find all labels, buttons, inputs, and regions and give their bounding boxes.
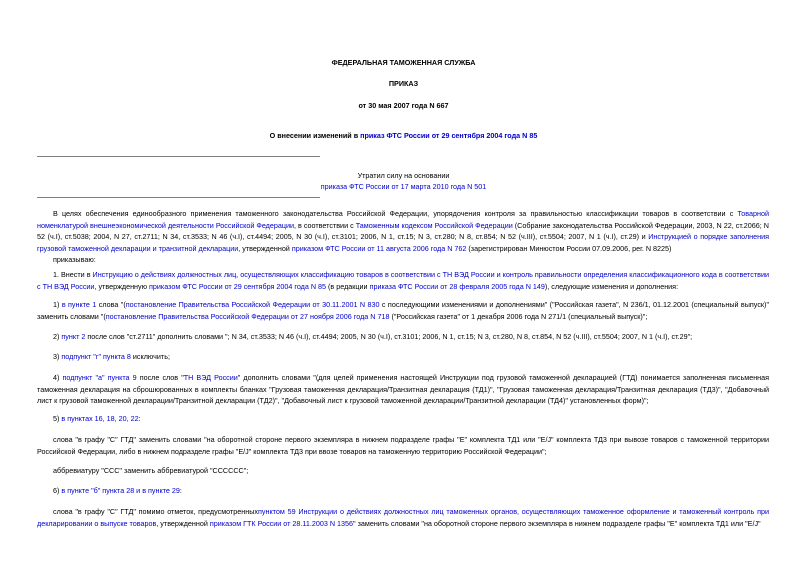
paragraph-subitem-5 <box>37 413 769 425</box>
text: : <box>179 486 182 495</box>
void-note-line1: Утратил силу на основании <box>357 171 450 180</box>
text: слова "в графу "С" ГТД" помимо отметок, предусмотренных <box>53 507 258 516</box>
agency-name: ФЕДЕРАЛЬНАЯ ТАМОЖЕННАЯ СЛУЖБА <box>331 58 476 67</box>
text: 5) <box>53 414 62 423</box>
text: (в редакции <box>326 281 370 291</box>
doc-title <box>0 131 807 140</box>
text: , утвержденной <box>238 243 292 253</box>
paragraph-abbrev: аббревиатуру "ССС" заменить аббревиатурой "СССССС"; <box>53 466 249 475</box>
text: " заменить словами "на оборотной стороне первого экземпляра в нижнем подразделе графы "Е" комплекта ТД1 или "Е/J" <box>353 518 761 528</box>
text: с последующими изменениями и дополнениями" ("Российская газета", N 236/1, 01.12.2001 (специальный выпуск)" заменить словами "( <box>37 300 769 321</box>
text: 6) <box>53 486 62 495</box>
text: : <box>138 414 141 423</box>
link-tn-ved[interactable]: Товарной номенклатурой внешнеэкономической деятельности Российской Федерации <box>37 209 769 230</box>
link-customs-code[interactable]: Таможенным кодексом Российской Федерации <box>355 220 513 230</box>
link-points-16-22[interactable]: в пунктах 16, 18, 20, 22 <box>61 414 139 423</box>
doc-date: от 30 мая 2007 года N 667 <box>358 101 449 110</box>
text: (зарегистрирован Минюстом России 07.09.2006, рег. N 8225) <box>466 243 672 253</box>
link-order-1356[interactable]: приказом ГТК России от 28.11.2003 N 1356 <box>209 518 354 528</box>
doc-title-prefix: О внесении изменений в <box>269 131 361 140</box>
void-note-link[interactable]: приказа ФТС России от 17 марта 2010 года N 501 <box>320 182 487 191</box>
text: после слов "ст.2711" дополнить словами "; N 34, ст.3533; N 46 (ч.I), ст.4494; 2005, N 30 (ч.I), ст.3101; 2006, N 1, ст.15; N 3, ст.280, N 8, ст.854, N 52 (ч.III), ст.5504; 2007, N 1 (ч.I), ст.29"; <box>85 332 693 341</box>
text: исключить; <box>130 352 170 361</box>
text: 1) <box>53 300 62 309</box>
divider-top <box>37 156 320 157</box>
paragraph-replace-c-2 <box>37 506 769 529</box>
text: (Собрание законодательства Российской Федерации, 2003, N 22, ст.2066; N 52 (ч.I), ст.5038; 2004, N 27, ст.2711; N 34, ст.3533; N 46 (ч.I), ст.4494; 2005, N 30 (ч.I), ст.3101; 2006, N 1, ст.15; N 3, ст.280; N 8, ст.854; N 52 (ч.III), ст.5504; 2007, N 1 (ч.I), ст.29) и <box>37 220 769 241</box>
text: , утвержденную <box>94 281 149 291</box>
link-order-762[interactable]: приказом ФТС России от 11 августа 2006 года N 762 <box>291 243 467 253</box>
paragraph-order-word: приказываю: <box>53 255 96 264</box>
text: 2) <box>53 332 62 341</box>
text: ("Российская газета" от 1 декабря 2006 года N 271/1 (специальный выпуск)"; <box>389 311 648 321</box>
link-order-149[interactable]: приказа ФТС России от 28 февраля 2005 года N 149 <box>369 281 545 291</box>
paragraph-subitem-6 <box>37 485 769 497</box>
link-tn-ved-russia[interactable]: ТН ВЭД России <box>183 373 238 382</box>
paragraph-subitem-1 <box>37 299 769 322</box>
text: ), следующие изменения и дополнения: <box>544 281 679 291</box>
text: 3) <box>53 352 62 361</box>
paragraph-item-1 <box>37 269 769 292</box>
text: " дополнить словами "(для целей применения настоящей Инструкции под грузовой таможенной декларацией (ГТД) понимается заполненная письменная таможенная декларация на сброшюрованных в комплекты бланках "Грузовая таможенная декларация/Транзитная декларация (ТД1)", "Грузовая таможенная декларация/Транзитная декларация (ТД3)", "Добавочный лист к грузовой таможенной декларации/Транзитной декларации (ТД2)", "Добавочный лист к грузовой таможенной декларации/Транзитной декларации (ТД4)" установленных форм)"; <box>37 373 770 405</box>
link-points-28-29[interactable]: в пункте "б" пункта 28 и в пункте 29 <box>61 486 180 495</box>
paragraph-subitem-4 <box>37 372 769 407</box>
text: , в соответствии с <box>294 220 356 230</box>
link-subpoint-a-9[interactable]: подпункт "а" пункта 9 <box>62 373 137 382</box>
doc-type: ПРИКАЗ <box>388 79 419 88</box>
text: В целях обеспечения единообразного применения таможенного законодательства Российской Федерации, упорядочения контроля за правильностью классификации товаров в соответствии с <box>53 209 738 218</box>
text: , утвержденной <box>156 518 210 528</box>
divider-bottom <box>37 197 320 198</box>
link-point-59[interactable]: пунктом 59 Инструкции о действиях должностных лиц таможенных органов, осуществляющих таможенное оформление и таможенный контроль при декларировании о выпуске товаров <box>37 507 769 528</box>
link-point-1[interactable]: в пункте 1 <box>61 300 97 309</box>
link-decree-718[interactable]: постановление Правительства Российской Федерации от 27 ноября 2006 года N 718 <box>105 311 390 321</box>
doc-title-link[interactable]: приказ ФТС России от 29 сентября 2004 года N 85 <box>360 131 538 140</box>
link-point-2[interactable]: пункт 2 <box>61 332 86 341</box>
paragraph-subitem-2 <box>37 331 769 343</box>
paragraph-subitem-3 <box>37 351 769 363</box>
link-subpoint-g-8[interactable]: подпункт "г" пункта 8 <box>61 352 131 361</box>
link-instruction-declaration[interactable]: Инструкцией о порядке заполнения грузовой таможенной декларации и транзитной декларации <box>37 232 769 253</box>
paragraph-replace-c: слова "в графу "С" ГТД" заменить словами "на оборотной стороне первого экземпляра в нижнем подразделе графы "Е" комплекта ТД1 или "Е/J" комплекта ТД3 при вывозе товаров с таможенной территории Российской Федерации, либо в нижнем подразделе графы "Е/J" комплекта ТД3 при ввозе товаров на таможенную территорию Российской Федерации"; <box>37 435 769 456</box>
text: 4) <box>53 373 63 382</box>
link-instruction-classification[interactable]: Инструкцию о действиях должностных лиц, осуществляющих классификацию товаров в соответствии с ТН ВЭД России и контроль правильности определения классификационного кода в соответствии с ТН ВЭД России <box>37 270 769 291</box>
text: после слов " <box>136 373 184 382</box>
text: слова "( <box>96 300 126 309</box>
paragraph-preamble <box>37 208 769 254</box>
link-decree-830[interactable]: постановление Правительства Российской Федерации от 30.11.2001 N 830 <box>125 300 380 309</box>
link-order-85[interactable]: приказом ФТС России от 29 сентября 2004 года N 85 <box>148 281 327 291</box>
text: 1. Внести в <box>53 270 93 279</box>
